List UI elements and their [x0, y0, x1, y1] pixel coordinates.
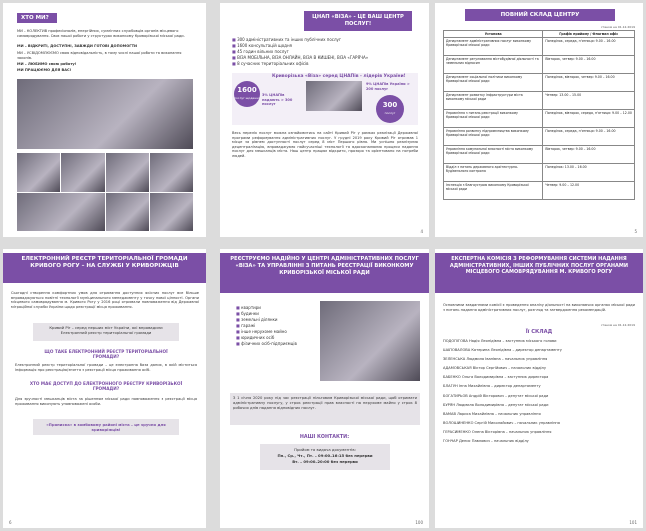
page-heading: ПОВНИЙ СКЛАД ЦЕНТРУ	[465, 9, 615, 21]
page-number: 100	[415, 520, 423, 525]
list-item: БОГАТИРЬОВ Андрій Вікторович – депутат міської ради	[443, 393, 549, 398]
date-label: станом на 01.12.2019	[600, 25, 635, 29]
page-heading: ЕЛЕКТРОННИЙ РЕЄСТР ТЕРИТОРІАЛЬНОЇ ГРОМАДИ КРИВОГО РОГУ – НА СЛУЖБІ У КРИВОРІЖЦІВ	[3, 253, 206, 283]
table-row	[444, 110, 635, 128]
institution-cell: Департамент регулювання містобудівної діяльності та земельних відносин	[444, 56, 543, 74]
page-heading: ЦНАП «ВІЗА» - ЦЕ ВАШ ЦЕНТР ПОСЛУГ!	[304, 11, 412, 31]
contacts-line: Прийом та видача документів:	[294, 447, 356, 452]
list-item: ■ інше нерухоме майно	[236, 329, 316, 335]
answer-text: Електронний реєстр територіальної громади – це електронна база даних, в якій міститься інформація про реєстрацію/зняття з реєстрації місця проживання осіб.	[15, 363, 197, 372]
question-heading: ХТО МАЄ ДОСТУП ДО ЕЛЕКТРОННОГО РЕЄСТРУ КРИВОРІЗЬКОЇ ГРОМАДИ?	[29, 381, 183, 391]
table-row	[444, 38, 635, 56]
page-number: 6	[9, 520, 12, 525]
page-full-staff	[435, 3, 643, 237]
photo-collage	[17, 153, 193, 231]
table-header-row	[444, 31, 635, 38]
schedule-cell: Четвер: 9.00 – 12.00	[543, 182, 635, 200]
team-photo	[150, 193, 193, 232]
list-item: БЛАГУН Інна Михайлівна – директор департаменту	[443, 384, 541, 389]
team-photo	[106, 193, 149, 232]
list-item: ГЕРАСИМЕНКО Олена Вікторівна – начальник управління	[443, 429, 552, 434]
schedule-cell: Вівторок, четвер: 9.00 – 16.00	[543, 56, 635, 74]
list-item: ЗЕЛЕНСЬКА Людмила Іванівна – начальник управління	[443, 357, 548, 362]
schedule-cell: Понеділок, середа, п'ятниця: 9.00 – 16.00	[543, 128, 635, 146]
team-photo	[150, 153, 193, 192]
stat-item: ■ 1600 консультацій щодня	[232, 43, 422, 49]
bubble-1600: 1600 послуг щоденно	[234, 81, 260, 107]
body-text: Весь перелік послуг можна ознайомитись на сайті Кривий Ріг у рамках реалізації Державної програми реформування адміністративних послуг. У грудні 2019 року Кривий Ріг отримав 1 місце за рівнем доступності послуг серед 8 міст Першого рівня. Ми успішно реалізуємо децентралізацію, впроваджуємо найсучасніші технології та вдосконалюємо процеси надання послуг для мешканців міста. Наш центр працює відкрито, прозоро та орієнтовано на потреби людей.	[232, 131, 418, 158]
pct-3: 3% ЦНАПів надають > 300 послуг	[262, 93, 293, 106]
stat-item: ■ 8 сучасних територіальних офісів	[232, 61, 422, 67]
highlight-box: Кривий Ріг – серед перших міст України, які впровадили Електронний реєстр територіальної громади	[33, 323, 179, 341]
list-item: ПОДОПІГОВА Надія Леонідівна – заступник міського голови	[443, 339, 557, 343]
institution-cell: Управління комунальної власності міста виконкому Криворізької міської ради	[444, 146, 543, 164]
contacts-heading: НАШІ КОНТАКТИ:	[299, 435, 350, 440]
institution-cell: Інспекція з благоустрою виконкому Криворізької міської ради	[444, 182, 543, 200]
services-list	[236, 305, 316, 347]
team-photo	[17, 193, 105, 232]
page-cnap-viza	[220, 3, 429, 237]
date-label: станом на 01.12.2019	[600, 323, 635, 327]
page-electronic-register	[3, 249, 206, 528]
institution-cell: Департамент розвитку інфраструктури міста виконкому міської ради	[444, 92, 543, 110]
bubble-300: 300 послуг	[376, 95, 404, 123]
members-list	[443, 339, 635, 448]
list-item: АДАМОВСЬКАЯ Віктор Сергійович – начальник відділу	[443, 366, 546, 371]
schedule-cell: Понеділок, вівторок, середа, п'ятниця: 9.00 – 12.00	[543, 110, 635, 128]
page-number: 4	[420, 229, 423, 234]
paragraph: МИ ПРАЦЮЄМО ДЛЯ ВАС!	[17, 68, 72, 72]
table-row	[444, 182, 635, 200]
institution-cell: Управління розвитку підприємництва виконкому Криворізької міської ради	[444, 128, 543, 146]
quote-box: «Прописка» в зомбовому районі міста – це зручно для криворіжців!	[33, 419, 179, 435]
stats-list	[232, 37, 422, 67]
schedule-cell: Понеділок, вівторок, четвер: 9.00 – 16.00	[543, 74, 635, 92]
column-header: Установа	[444, 31, 543, 38]
answer-text: Для зручності мешканців міста за рішенням міської ради повноваження з реєстрації місця проживання виконують уповноважені особи.	[15, 397, 197, 406]
intro-text: Сьогодні створення комфортних умов для отримання доступних якісних послуг все більше впроваджуються новітні технології муніципального менеджменту у точку нової цінності. Органи місцевого самоврядування м. Кривого Рогу у 2016 році отримали повноваження від Державної міграційної служби України щодо реєстрації місця проживання.	[11, 291, 199, 309]
table-row	[444, 128, 635, 146]
table-row	[444, 56, 635, 74]
list-item: ■ юридичних осіб	[236, 335, 316, 341]
list-item: БУРЯН Людмила Володимирівна – депутат міської ради	[443, 402, 549, 407]
schedule-cell: Понеділок, середа, п'ятниця: 9.00 – 16.00	[543, 38, 635, 56]
contacts-line: Пн., Ср., Чт., Пт. – 09:00–16:15 без перерви	[277, 453, 373, 458]
note-box: З 1 січня 2020 року під час реєстрації пільговим Криворізької міської ради, щоб отримати адміністративну послугу, у строк реєстрації прав власності на нерухоме майно у строк 8 робочих днів надання відповідних послуг.	[230, 393, 420, 425]
page-expert-commission	[435, 249, 643, 528]
list-item: ВАМАВ Лариса Михайлівна – начальник управління	[443, 411, 541, 416]
page-who-we-are	[3, 3, 206, 237]
team-photo	[106, 153, 149, 192]
list-item: ■ земельні ділянки	[236, 317, 316, 323]
page-registration	[220, 249, 429, 528]
section-heading: Її СКЛАД	[525, 329, 553, 335]
page-heading: ХТО МИ?	[17, 13, 57, 23]
office-photo	[306, 81, 362, 111]
list-item: ВОЛОШИНЕНКО Сергій Миколайович – начальник управління	[443, 420, 560, 425]
team-photo	[17, 153, 60, 192]
list-item: ■ гаражі	[236, 323, 316, 329]
page-number: 5	[634, 229, 637, 234]
page-heading: РЕЄСТРУЄМО НАДІЙНО У ЦЕНТРІ АДМІНІСТРАТИВНИХ ПОСЛУГ «ВІЗА» ТА УПРАВЛІННІ З ПИТАНЬ РЕЄСТРАЦІЇ ВИКОНКОМУ КРИВОРІЗЬКОЇ МІСЬКОЇ РАДИ	[220, 253, 429, 293]
paragraph: МИ – КОЛЕКТИВ професіоналів, енергійних, сумлінних службовців органів місцевого самоврядування. Своє нашої роботи у структурах виконкому Криворізької міської ради.	[17, 29, 185, 38]
institution-cell: Департамент адміністративних послуг виконкому Криворізької міської ради	[444, 38, 543, 56]
schedule-cell: Понеділок: 13.00 – 16.00	[543, 164, 635, 182]
leaders-infographic	[232, 73, 418, 125]
paragraph: МИ – ВІДКРИТІ, ДОСТУПНІ, ЗАВЖДИ ГОТОВІ ДОПОМОГТИ	[17, 44, 138, 48]
list-item: ■ фізичних осіб-підприємців	[236, 341, 316, 347]
institution-cell: Управління з питань реєстрації виконкому Криворізької міської ради	[444, 110, 543, 128]
column-header: Графік прийому / Флагман офіс	[543, 31, 635, 38]
stat-item: ■ 45 годин вільних послуг	[232, 49, 422, 55]
table-row	[444, 146, 635, 164]
list-item: ШАПОВАЛОВА Катерина Леонідівна – директор департаменту	[443, 348, 562, 353]
question-heading: ЩО ТАКЕ ЕЛЕКТРОННИЙ РЕЄСТР ТЕРИТОРІАЛЬНОЇ ГРОМАДИ?	[44, 349, 168, 359]
table-row	[444, 74, 635, 92]
staff-table	[443, 30, 635, 200]
pct-9: 9% ЦНАПів України > 200 послуг	[366, 82, 410, 91]
list-item: БАБЕНКО Ольга Володимирівна – заступник директора	[443, 375, 549, 380]
banner: Криворізька «Віза» серед ЦНАПів - лідерів України!	[272, 74, 406, 79]
stat-item: ■ 300 адміністративних та інших публічних послуг	[232, 37, 422, 43]
contacts-line: Вт. – 09:00–20:00 без перерви	[292, 459, 358, 464]
paragraph: МИ – ЛЮБИМО свою роботу!	[17, 62, 77, 66]
table-row	[444, 92, 635, 110]
registration-photo	[320, 301, 420, 381]
stat-item: ■ ВІЗА МОБІЛЬНА, ВІЗА ОНЛАЙН, ВІЗА В КИШЕНІ, ВІЗА «ГАРЯЧА»	[232, 55, 422, 61]
intro-text: Основними завданнями комісії є проведення аналізу діяльності на виконавчих органах міської ради з питань надання адміністративних послуг, розгляд та затвердження рекомендацій.	[443, 303, 635, 312]
group-photo-heart	[17, 79, 193, 149]
contacts-box	[260, 444, 390, 470]
list-item: ГОНЧАР Денис Павлович – начальник відділу	[443, 439, 529, 444]
list-item: ■ квартири	[236, 305, 316, 311]
paragraph: МИ – УСВІДОМЛЮЄМО свою відповідальність, в тому числі нашої роботи та виконання законів.	[17, 51, 182, 60]
table-row	[444, 164, 635, 182]
institution-cell: Департамент соціальної політики виконкому Криворізької міської ради	[444, 74, 543, 92]
schedule-cell: Четвер: 13.00 – 15.00	[543, 92, 635, 110]
page-heading: ЕКСПЕРТНА КОМІСІЯ З РЕФОРМУВАННЯ СИСТЕМИ НАДАННЯ АДМІНІСТРАТИВНИХ, ІНШИХ ПУБЛІЧНИХ ПОСЛУГ ОРГАНАМИ МІСЦЕВОГО САМОВРЯДУВАННЯ М. КРИВОГО РОГУ	[435, 253, 643, 293]
list-item: ■ будинки	[236, 311, 316, 317]
schedule-cell: Вівторок, четвер: 9.00 – 16.00	[543, 146, 635, 164]
page-number: 101	[629, 520, 637, 525]
team-photo	[61, 153, 104, 192]
institution-cell: Відділ з питань державного архітектурно-будівельного контролю	[444, 164, 543, 182]
